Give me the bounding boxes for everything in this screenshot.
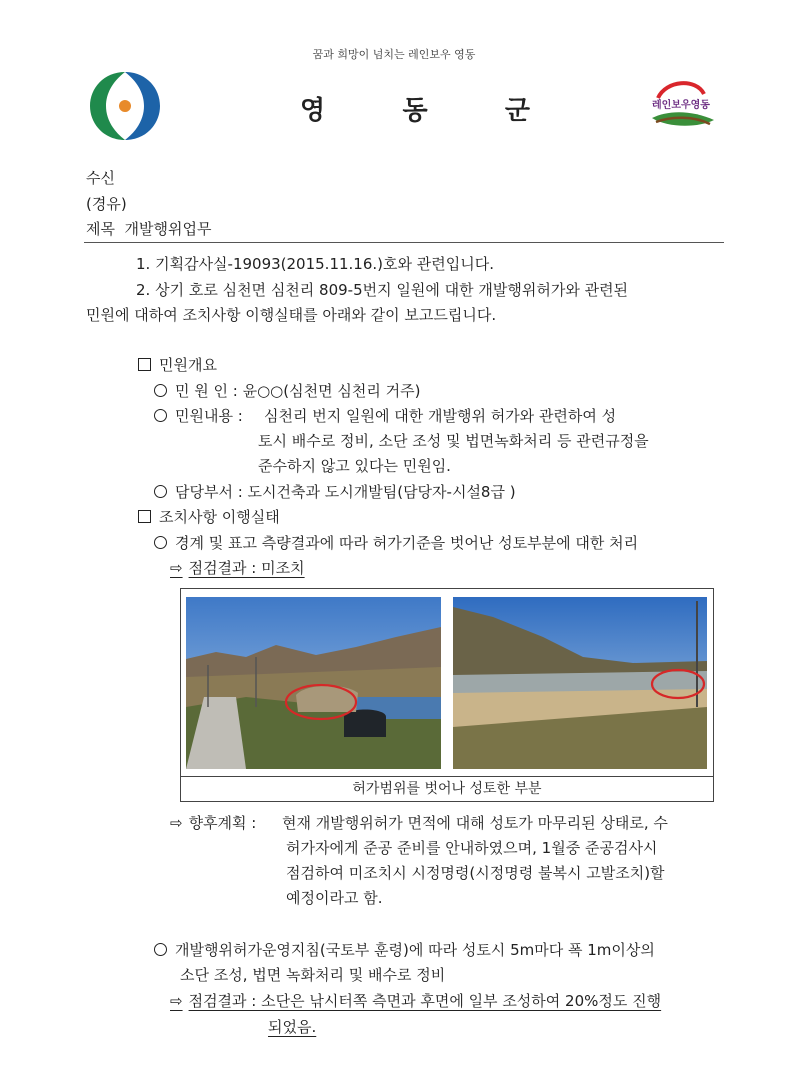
org-char-2: 동	[402, 96, 428, 126]
plan-row	[170, 812, 256, 833]
item-2-row	[154, 939, 655, 960]
result-2-row	[170, 990, 661, 1011]
plan-label: 향후계획 :	[188, 814, 257, 832]
section-1-heading	[138, 354, 217, 375]
paragraph-2-line1: 2. 상기 호로 심천면 심천리 809-5번지 일원에 대한 개발행위허가와 관련된	[136, 281, 629, 299]
rainbow-brand-text: 레인보우영동	[652, 100, 710, 111]
circle-bullet-icon	[154, 943, 167, 956]
circle-bullet-icon	[154, 485, 167, 498]
result-2-line-2: 되었음.	[268, 1018, 317, 1036]
plan-line-3: 점검하여 미조치시 시정명령(시정명령 불복시 고발조치)할	[286, 864, 665, 882]
slogan: 꿈과 희망이 넘치는 레인보우 영동	[312, 48, 476, 61]
recipient-label: 수신	[86, 169, 115, 187]
photo-caption: 허가범위를 벗어나 성토한 부분	[181, 776, 713, 802]
plan-line-2: 허가자에게 준공 준비를 안내하였으며, 1월중 준공검사시	[286, 839, 658, 857]
plan-line-4: 예정이라고 함.	[286, 889, 383, 907]
subject-divider	[84, 242, 724, 243]
organization-title	[300, 90, 530, 127]
subject-label: 제목	[86, 220, 115, 238]
paragraph-2-line2: 민원에 대하여 조치사항 이행실태를 아래와 같이 보고드립니다.	[86, 306, 497, 324]
result-1-row	[170, 557, 305, 578]
square-bullet-icon	[138, 510, 151, 523]
subject-row	[86, 218, 211, 239]
square-bullet-icon	[138, 358, 151, 371]
rainbow-yeongdong-logo	[648, 76, 724, 132]
content-row	[154, 405, 243, 426]
content-line-2: 토시 배수로 정비, 소단 조성 및 법면녹화처리 등 관련규정을	[258, 432, 649, 450]
site-photo-left	[186, 597, 441, 769]
arrow-icon: ⇨	[170, 559, 183, 577]
section-2-title: 조치사항 이행실태	[159, 508, 280, 526]
photo-panel	[180, 588, 714, 802]
complainant-text: 민 원 인 : 윤○○(심천면 심천리 거주)	[175, 382, 421, 400]
item-2-line-2: 소단 조성, 법면 녹화처리 및 배수로 정비	[180, 966, 446, 984]
plan-line-1: 현재 개발행위허가 면적에 대해 성토가 마무리된 상태로, 수	[282, 814, 668, 832]
circle-bullet-icon	[154, 409, 167, 422]
result-2-line-1: 점검결과 : 소단은 낚시터쪽 측면과 후면에 일부 조성하여 20%정도 진행	[188, 992, 662, 1010]
via-label: (경유)	[86, 195, 127, 213]
subject-text: 개발행위업무	[124, 220, 212, 238]
result-1-text: 점검결과 : 미조치	[188, 559, 305, 577]
section-1-title: 민원개요	[159, 356, 217, 374]
circle-bullet-icon	[154, 536, 167, 549]
arrow-icon: ⇨	[170, 814, 183, 832]
paragraph-1: 1. 기획감사실-19093(2015.11.16.)호와 관련입니다.	[136, 255, 494, 273]
item-1-row	[154, 532, 638, 553]
content-line-1: 심천리 번지 일원에 대한 개발행위 허가와 관련하여 성	[264, 407, 617, 425]
site-photo-right	[453, 597, 707, 769]
complainant-row	[154, 380, 420, 401]
circle-bullet-icon	[154, 384, 167, 397]
dept-row	[154, 481, 516, 502]
yeongdong-emblem-logo	[86, 68, 164, 144]
content-label: 민원내용 :	[175, 407, 243, 425]
item-2-line-1: 개발행위허가운영지침(국토부 훈령)에 따라 성토시 5m마다 폭 1m이상의	[175, 941, 655, 959]
arrow-icon: ⇨	[170, 992, 183, 1010]
org-char-1: 영	[300, 96, 326, 126]
org-char-3: 군	[504, 96, 530, 126]
content-line-3: 준수하지 않고 있다는 민원임.	[258, 457, 451, 475]
section-2-heading	[138, 506, 280, 527]
dept-text: 담당부서 : 도시건축과 도시개발팀(담당자-시설8급 )	[175, 483, 516, 501]
item-1-text: 경계 및 표고 측량결과에 따라 허가기준을 벗어난 성토부분에 대한 처리	[175, 534, 639, 552]
